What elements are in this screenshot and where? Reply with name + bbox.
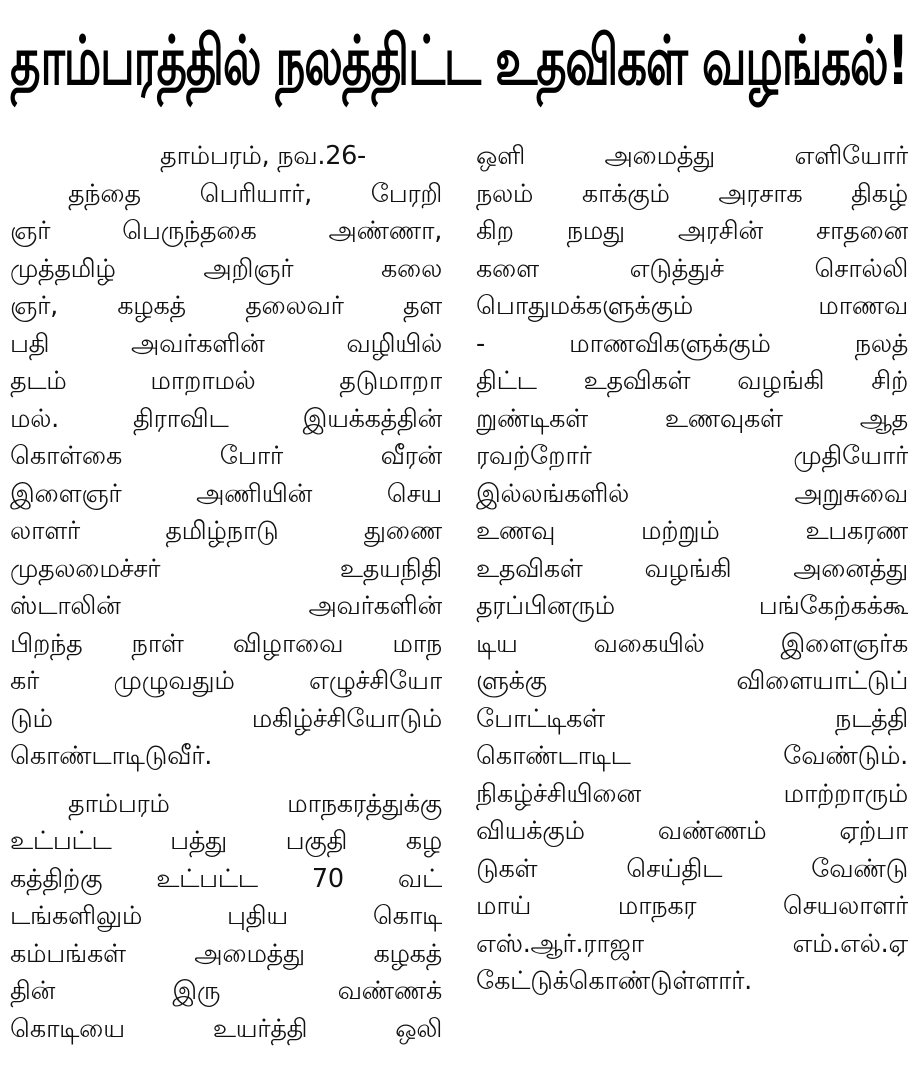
text-line: ஞர் பெருந்தகை அண்ணா, <box>10 216 442 246</box>
text-line: களை எடுத்துச் சொல்லி <box>476 253 908 284</box>
text-line: கொடியை உயர்த்தி ஒலி <box>10 1013 442 1044</box>
text-line: கொண்டாடிட வேண்டும். <box>476 741 908 771</box>
text-line: உணவு மற்றும் உபகரண <box>476 516 908 546</box>
text-line: கொண்டாடிடுவீர். <box>10 741 213 771</box>
text-line: தாம்பரம் மாநகரத்துக்கு <box>68 788 442 819</box>
text-line: திட்ட உதவிகள் வழங்கி சிற் <box>476 366 908 396</box>
text-line: ரவற்றோர் முதியோர் <box>476 441 908 471</box>
text-line: ஸ்டாலின் அவர்களின் <box>10 591 442 621</box>
text-line: பொதுமக்களுக்கும் மாணவ <box>476 291 908 321</box>
text-line: கேட்டுக்கொண்டுள்ளார். <box>476 966 752 996</box>
text-line: மல். திராவிட இயக்கத்தின் <box>10 403 442 434</box>
text-line: கம்பங்கள் அமைத்து கழகத் <box>10 938 442 969</box>
text-line: டும் மகிழ்ச்சியோடும் <box>10 703 442 734</box>
text-line: உட்பட்ட பத்து பகுதி கழ <box>10 826 442 856</box>
headline: தாம்பரத்தில் நலத்திட்ட உதவிகள் வழங்கல்! <box>10 21 908 101</box>
text-line: டுகள் செய்திட வேண்டு <box>476 853 908 884</box>
text-line: கத்திற்கு உட்பட்ட 70 வட் <box>10 863 442 894</box>
paragraph-gap <box>10 776 442 786</box>
text-line: றுண்டிகள் உணவுகள் ஆத <box>476 403 908 434</box>
text-line: தரப்பினரும் பங்கேற்கக்கூ <box>476 591 908 621</box>
text-line: போட்டிகள் நடத்தி <box>476 703 908 734</box>
text-line: முத்தமிழ் அறிஞர் கலை <box>10 253 442 284</box>
right-column <box>476 138 908 1001</box>
text-line: ளுக்கு விளையாட்டுப் <box>476 666 908 696</box>
text-line: தடம் மாறாமல் தடுமாறா <box>10 366 442 396</box>
text-line: தந்தை பெரியார், பேரறி <box>68 178 442 209</box>
text-line: இல்லங்களில் அறுசுவை <box>476 478 908 509</box>
text-line: எஸ்.ஆர்.ராஜா எம்.எல்.ஏ <box>476 928 908 959</box>
text-line: கொள்கை போர் வீரன் <box>10 441 442 471</box>
text-line: ஞர், கழகத் தலைவர் தள <box>10 291 442 321</box>
text-line: மாய் மாநகர செயலாளர் <box>476 891 908 921</box>
text-line: கர் முழுவதும் எழுச்சியோ <box>10 666 442 696</box>
text-line: தின் இரு வண்ணக் <box>10 976 442 1006</box>
dateline: தாம்பரம், நவ.26- <box>160 141 366 171</box>
text-line: பிறந்த நாள் விழாவை மாந <box>10 628 442 659</box>
text-line: உதவிகள் வழங்கி அனைத்து <box>476 553 908 584</box>
text-line: ஒளி அமைத்து எளியோர் <box>476 141 908 171</box>
paragraph-2 <box>10 786 442 1049</box>
paragraph-1 <box>10 176 442 776</box>
text-line: வியக்கும் வண்ணம் ஏற்பா <box>476 816 908 846</box>
text-line: டிய வகையில் இளைஞர்க <box>476 628 908 659</box>
text-line: கிற நமது அரசின் சாதனை <box>476 216 908 246</box>
text-line: லாளர் தமிழ்நாடு துணை <box>10 516 442 546</box>
text-line: பதி அவர்களின் வழியில் <box>10 328 442 359</box>
text-line: - மாணவிகளுக்கும் நலத் <box>476 328 908 359</box>
text-line: டங்களிலும் புதிய கொடி <box>10 901 442 931</box>
text-line: நலம் காக்கும் அரசாக திகழ் <box>476 178 908 209</box>
text-line: இளைஞர் அணியின் செய <box>10 478 442 509</box>
text-line: நிகழ்ச்சியினை மாற்றாரும் <box>476 778 908 809</box>
text-line: முதலமைச்சர் உதயநிதி <box>10 553 442 584</box>
left-column <box>10 138 442 1048</box>
